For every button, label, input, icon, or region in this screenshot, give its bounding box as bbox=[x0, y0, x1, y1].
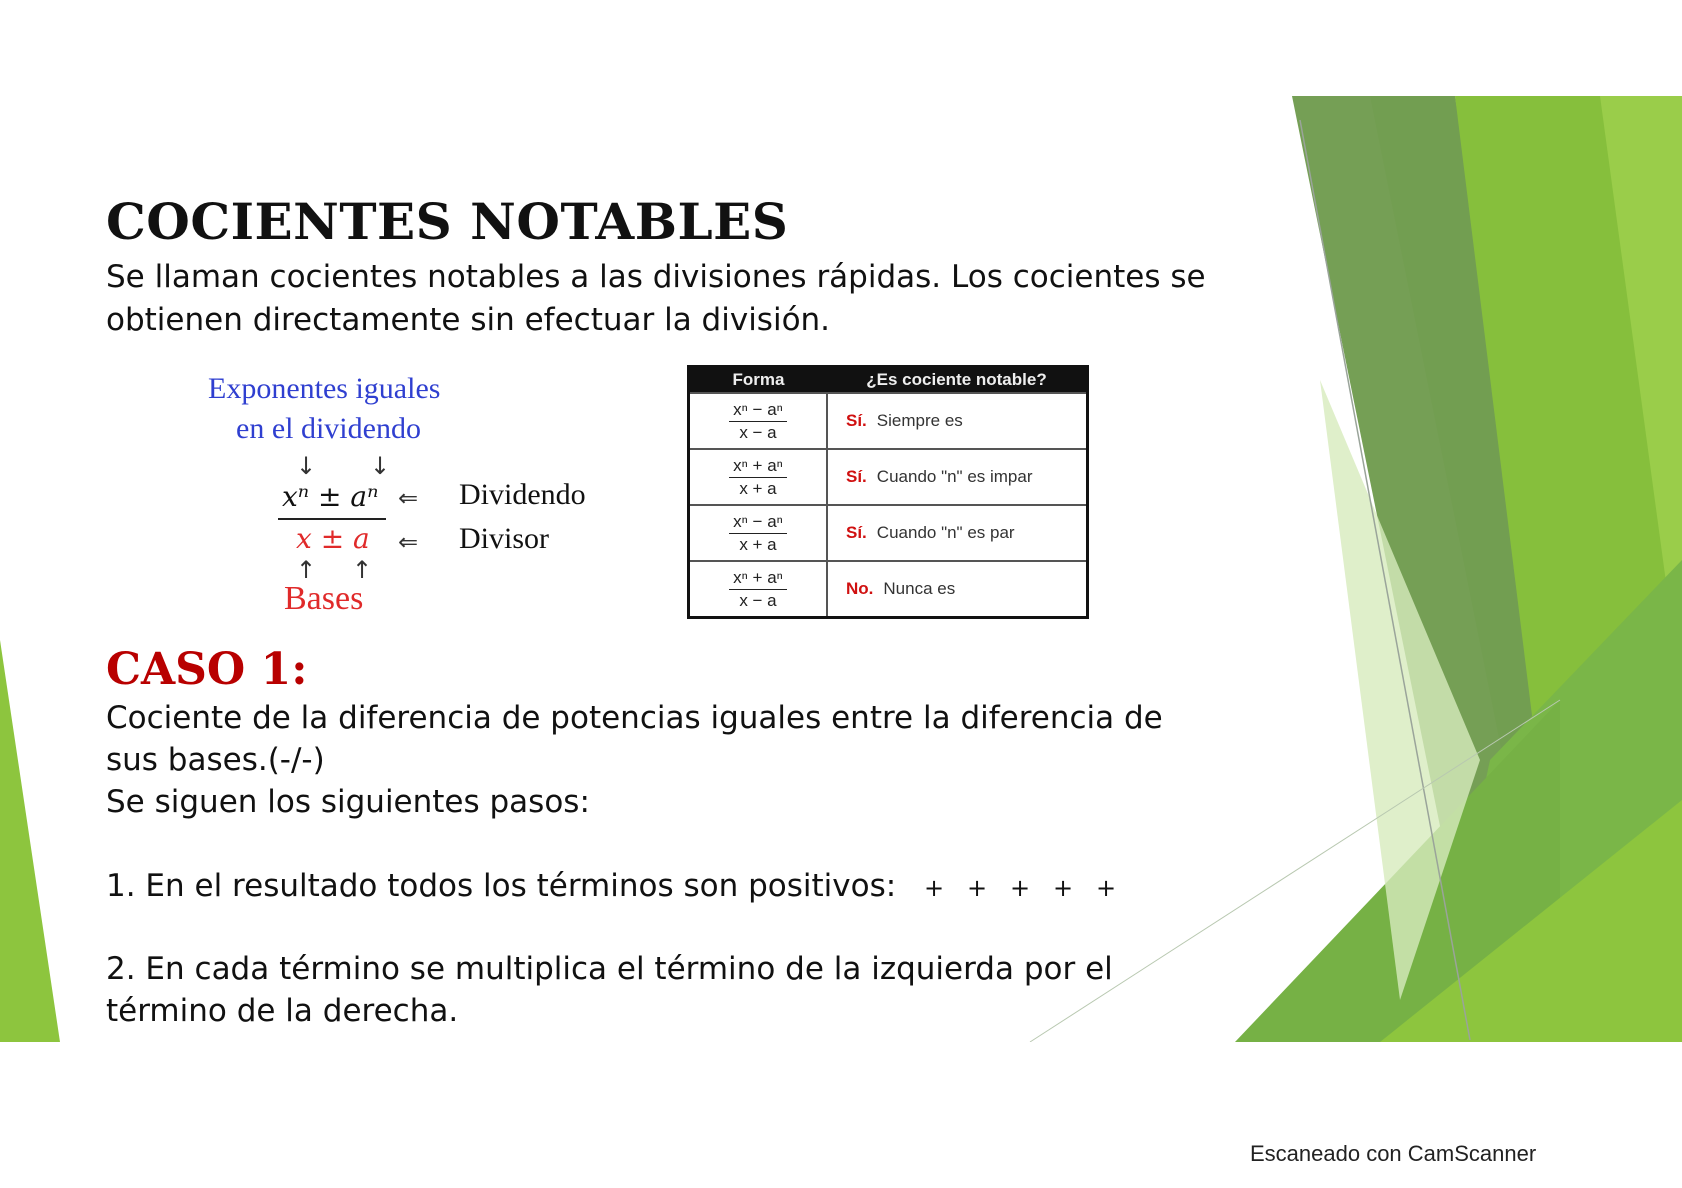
fraction bbox=[729, 512, 787, 555]
fraction-numerator: xⁿ + aⁿ bbox=[729, 456, 787, 478]
answer: Sí. bbox=[846, 411, 867, 430]
caso-heading: CASO 1: bbox=[106, 644, 308, 695]
table-row bbox=[689, 561, 1088, 618]
table-row bbox=[689, 505, 1088, 561]
answer: No. bbox=[846, 579, 874, 598]
answer-detail: Siempre es bbox=[876, 411, 963, 430]
fraction bbox=[729, 568, 787, 611]
answer-detail: Cuando "n" es par bbox=[876, 523, 1015, 542]
step-1 bbox=[106, 865, 1116, 909]
fraction-denominator: x + a bbox=[739, 478, 777, 498]
dividend-expression: xⁿ ± aⁿ bbox=[282, 480, 379, 513]
caso-description: Cociente de la diferencia de potencias iguales entre la diferencia de sus bases.(-/-) bbox=[106, 700, 1163, 778]
down-arrow-icon: ↓ bbox=[296, 452, 317, 480]
intro-paragraph: Se llaman cocientes notables a las divisiones rápidas. Los cocientes se obtienen directamente sin efectuar la división. bbox=[106, 259, 1206, 338]
dividend-label: Dividendo bbox=[459, 478, 586, 511]
fraction bbox=[729, 400, 787, 443]
divisor-label: Divisor bbox=[459, 522, 549, 555]
step-2: 2. En cada término se multiplica el término de la izquierda por el término de la derecha. bbox=[106, 951, 1113, 1029]
implies-arrow-icon: ⇐ bbox=[398, 528, 419, 556]
table-row bbox=[689, 393, 1088, 449]
camscanner-footer: Escaneado con CamScanner bbox=[1250, 1141, 1537, 1166]
fraction-denominator: x − a bbox=[739, 590, 777, 610]
steps-intro: Se siguen los siguientes pasos: bbox=[106, 784, 590, 820]
answer: Sí. bbox=[846, 467, 867, 486]
column-header-forma: Forma bbox=[689, 367, 828, 394]
fraction-numerator: xⁿ − aⁿ bbox=[729, 400, 787, 422]
up-arrow-icon: ↑ bbox=[352, 556, 373, 584]
answer-detail: Cuando "n" es impar bbox=[876, 467, 1033, 486]
table-header-row bbox=[689, 367, 1088, 394]
fraction-numerator: xⁿ + aⁿ bbox=[729, 568, 787, 590]
fraction-numerator: xⁿ − aⁿ bbox=[729, 512, 787, 534]
fraction-bar bbox=[278, 518, 386, 520]
bases-label: Bases bbox=[284, 580, 364, 617]
page-title: COCIENTES NOTABLES bbox=[106, 192, 789, 251]
up-arrow-icon: ↑ bbox=[296, 556, 317, 584]
answer: Sí. bbox=[846, 523, 867, 542]
implies-arrow-icon: ⇐ bbox=[398, 484, 419, 512]
fraction-denominator: x + a bbox=[739, 534, 777, 554]
diagram-label-line2: en el dividendo bbox=[236, 412, 421, 445]
cocientes-table bbox=[687, 365, 1089, 619]
plus-signs: + + + + + bbox=[924, 874, 1117, 902]
step-1-text: 1. En el resultado todos los términos son positivos: bbox=[106, 868, 897, 904]
fraction-denominator: x − a bbox=[739, 422, 777, 442]
table-row bbox=[689, 449, 1088, 505]
divisor-expression: x ± a bbox=[296, 522, 370, 555]
answer-detail: Nunca es bbox=[883, 579, 956, 598]
fraction bbox=[729, 456, 787, 499]
down-arrow-icon: ↓ bbox=[370, 452, 391, 480]
column-header-question: ¿Es cociente notable? bbox=[827, 367, 1088, 394]
diagram-label-line1: Exponentes iguales bbox=[208, 372, 441, 405]
